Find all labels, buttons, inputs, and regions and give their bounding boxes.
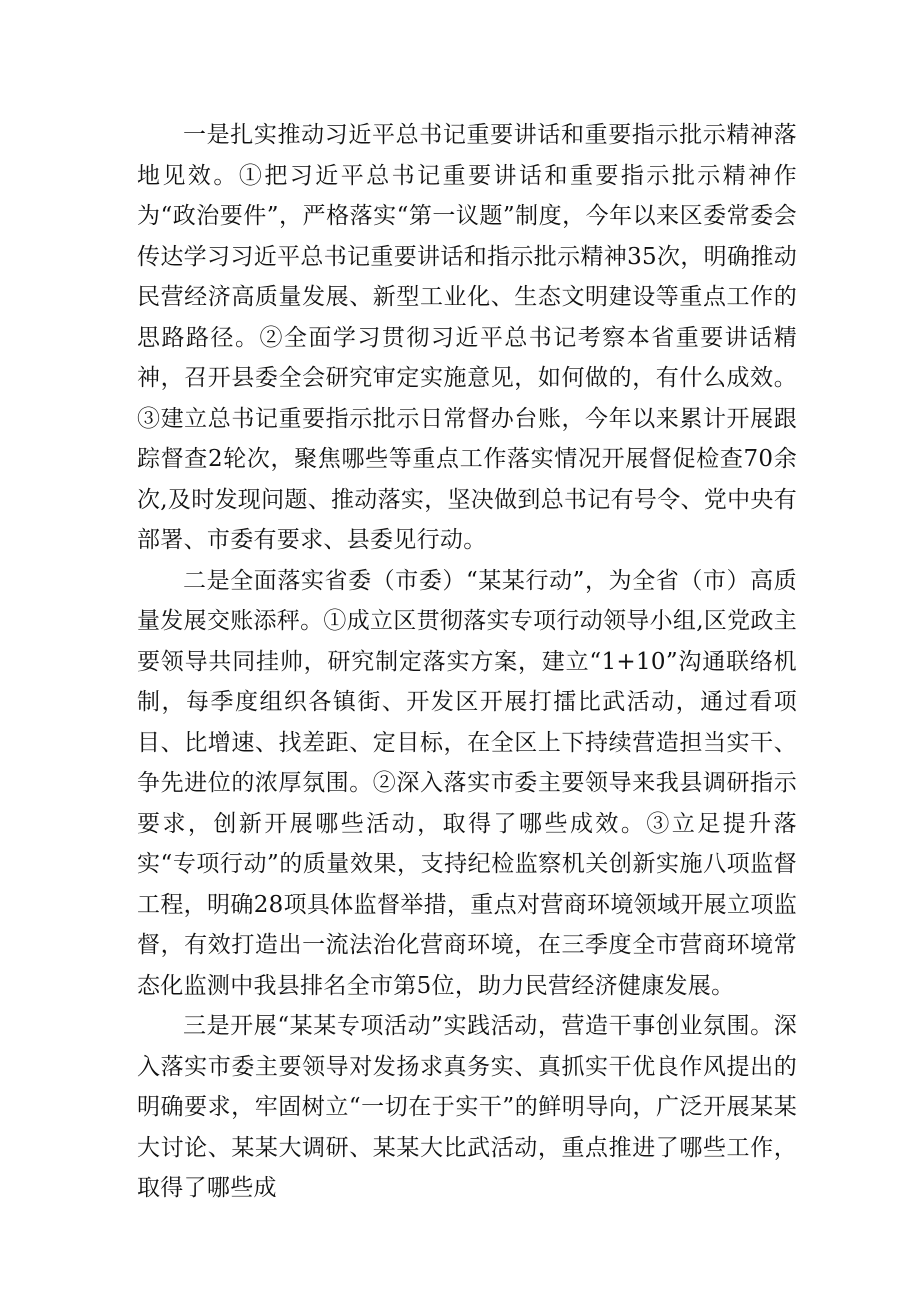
document-body bbox=[137, 115, 797, 1209]
paragraph-2: 二是全面落实省委（市委）“某某行动”，为全省（市）高质量发展交账添秤。①成立区贯彻落实专项行动领导小组,区党政主要领导共同挂帅，研究制定落实方案，建立“1+10”沟通联络机制，每季度组织各镇街、开发区开展打擂比武活动，通过看项目、比增速、找差距、定目标，在全区上下持续营造担当实干、争先进位的浓厚氛围。②深入落实市委主要领导来我县调研指示要求，创新开展哪些活动，取得了哪些成效。③立足提升落实“专项行动”的质量效果，支持纪检监察机关创新实施八项监督工程，明确28项具体监督举措，重点对营商环境领域开展立项监督，有效打造出一流法治化营商环境，在三季度全市营商环境常态化监测中我县排名全市第5位，助力民营经济健康发展。 bbox=[137, 567, 798, 999]
paragraph-3: 三是开展“某某专项活动”实践活动，营造干事创业氛围。深入落实市委主要领导对发扬求真务实、真抓实干优良作风提出的明确要求，牢固树立“一切在于实干”的鲜明导向，广泛开展某某大讨论、某某大调研、某某大比武活动，重点推进了哪些工作，取得了哪些成 bbox=[137, 1013, 797, 1201]
paragraph-1: 一是扎实推动习近平总书记重要讲话和重要指示批示精神落地见效。①把习近平总书记重要讲话和重要指示批示精神作为“政治要件”，严格落实“第一议题”制度，今年以来区委常委会传达学习习近平总书记重要讲话和指示批示精神35次，明确推动民营经济高质量发展、新型工业化、生态文明建设等重点工作的思路路径。②全面学习贯彻习近平总书记考察本省重要讲话精神，召开县委全会研究审定实施意见，如何做的，有什么成效。③建立总书记重要指示批示日常督办台账，今年以来累计开展跟踪督查2轮次，聚焦哪些等重点工作落实情况开展督促检查70余次,及时发现问题、推动落实，坚决做到总书记有号令、党中央有部署、市委有要求、县委见行动。 bbox=[137, 122, 798, 553]
